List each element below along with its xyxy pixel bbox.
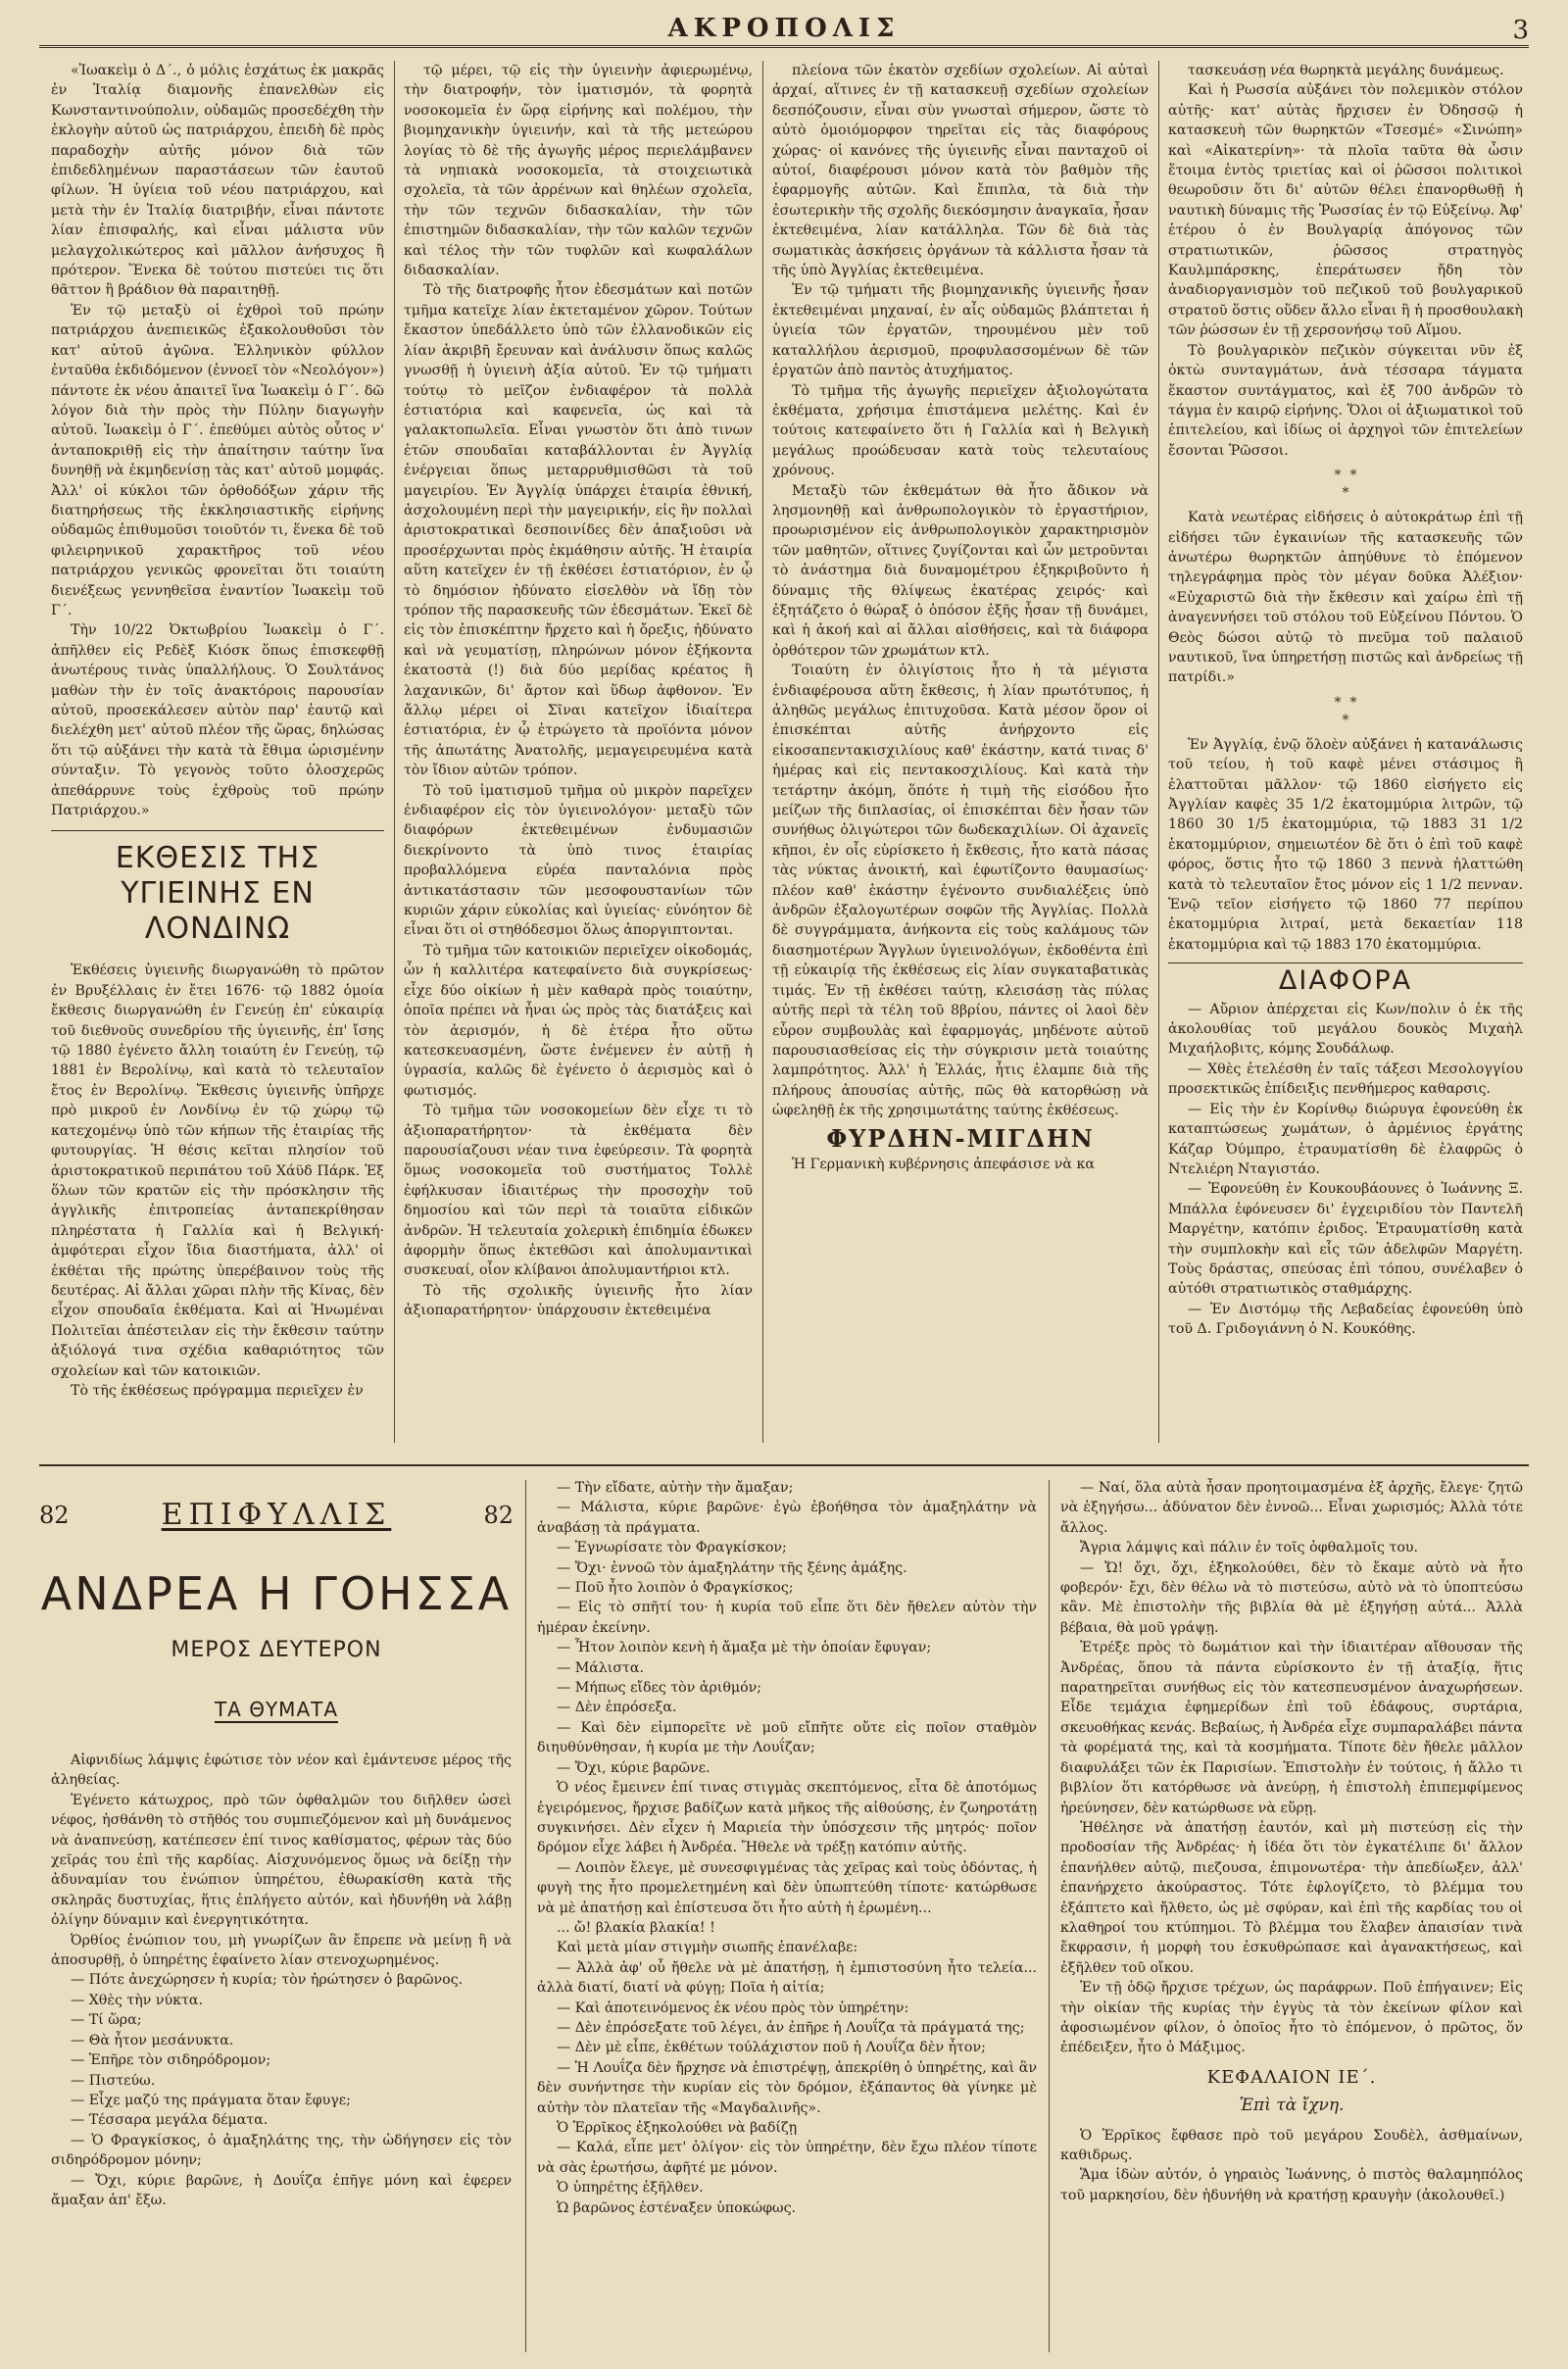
paragraph: Ἐκθέσεις ὑγιεινῆς διωργανώθη τὸ πρῶτον ἐν Βρυξέλλαις ἐν ἔτει 1676· τῷ 1882 ὁμοία ἔκθεσις διωργανώθη ἐν Γενεύῃ ἐπ' εὐκαιρίᾳ τοῦ διεθνοῦς συνεδρίου τῆς ὑγιεινῆς, ἐπ' ἴσης τῷ 1880 ἐγένετο ἄλλη τοιαύτη ἐν Γενεύῃ, τῷ 1881 ἐν Βερολίνῳ, καὶ κατὰ τὸ τελευταῖον ἔτος ἐν Βερολίνῳ. Ἔκθεσις ὑγιεινῆς ὑπῆρχε πρὸ μικροῦ ἐν Λονδίνῳ ἐν τῷ χώρῳ τῷ κατεχομένῳ ὑπὸ τῶν κήπων τῆς ἑταιρίας τῆς φυτουργίας. Ἡ θέσις κεῖται πλησίον τοῦ ἀριστοκρατικοῦ περιπάτου τοῦ Χάϋδ Πάρκ. Ἐξ ὅλων τῶν κρατῶν εἰς τὴν πρόσκλησιν τῆς ἀγγλικῆς ἐπιτροπείας ἀνταπεκρίθησαν πληρέστατα ἡ Γαλλία καὶ ἡ Βελγική· ἀμφότεραι εἶχον ἴδια διαστήματα, ἀλλ' οἱ ἐκθέται τῆς πρώτης ὑπερέβαινον τοὺς τῆς δευτέρας. Αἱ ἄλλαι χῶραι πλὴν τῆς Κίνας, δὲν εἶχον σπουδαῖα ἐκθέματα. Καὶ αἱ Ἡνωμέναι Πολιτεῖαι ἀπέστειλαν εἰς τὴν ἔκθεσιν ταύτην ἀξιόλογά τινα σχέδια καθαριότητος τῶν σχολείων καὶ τῶν κατοικιῶν. — [51, 962, 384, 1379]
paragraph: Τὸ τμῆμα τῶν νοσοκομείων δὲν εἶχε τι τὸ ἀξιοπαρατήρητον· τὰ ἐκθέματα δὲν παρουσίαζουσι νέαν τινα ἐφεύρεσιν. Τὰ φορητὰ ὅμως νοσοκομεῖα τοῦ συστήματος Τολλὲ ἐφήλκυσαν ἰδιαιτέρως τὴν προσοχὴν τοῦ δημοσίου καὶ τῶν περὶ τὰ τοιαῦτα εἰδικῶν ἀνδρῶν. Ἡ τελευταία χολερικὴ ἐπιδημία ἐδωκεν ἀφορμὴν ὅπως ἐκτεθῶσι καὶ ἀπολυμαντικαὶ συσκευαί, οἷον κλίβανοι ἀπολυμαντήριοι κτλ. — [404, 1103, 753, 1279]
novel-title: ΑΝΔΡΕΑ Η ΓΟΗΣΣΑ — [40, 1567, 513, 1620]
column-divider — [394, 61, 395, 1443]
column-1-text — [51, 61, 384, 820]
chapter-heading: ΚΕΦΑΛΑΙΟΝ ΙΕ΄. — [1206, 2066, 1377, 2088]
feuilleton-label: ΕΠΙΦΥΛΛΙΣ — [161, 1498, 392, 1532]
column-3 — [772, 61, 1149, 1453]
column-1-text-2 — [51, 961, 384, 1401]
paragraph: ... ὤ! βλακία βλακία! ! — [557, 1919, 715, 1936]
column-divider — [1158, 61, 1159, 1443]
paragraph: — Μάλιστα, κύριε βαρῶνε· ἐγὼ ἐβοήθησα τὸν ἀμαξηλάτην νὰ ἀναβάσῃ τὰ πράγματα. — [537, 1500, 1037, 1536]
paragraph: Ἄγρια λάμψις καὶ πάλιν ἐν τοῖς ὀφθαλμοῖς του. — [1080, 1540, 1418, 1556]
feuilleton-divider — [39, 1464, 1529, 1466]
column-3-text-2 — [772, 1155, 1149, 1174]
column-2 — [404, 61, 753, 1453]
paragraph: Τὸ τοῦ ἱματισμοῦ τμῆμα οὐ μικρὸν παρεῖχεν ἐνδιαφέρον εἰς τὸν ὑγιεινολόγον· μεταξὺ τῶν διαφόρων ἐκτεθειμένων ἐνδυμασιῶν διεκρίνοντο τὰ ὑπὸ τινος ἑταιρίας προβαλλόμενα εὐρέα πανταλόνια πρὸς ἀντικατάστασιν τῶν μεσοφουστανίων τῶν κυριῶν χάριν εὐκολίας καὶ ὑγιείας· εὐνόητον δὲ εἶναι ὅτι οἱ στηθόδεσμοι ὅλως ἀποργιπτονται. — [404, 782, 753, 939]
feuilleton-column-3-text — [1060, 1478, 1523, 2058]
paragraph: τασκευάσῃ νέα θωρηκτὰ μεγάλης δυνάμεως. — [1188, 63, 1504, 78]
paragraph: — Ὄχι, κύριε βαρῶνε, ἡ Δουΐζα ἐπῆγε μόνη καὶ ἐφερεν ἄμαξαν ἀπ' ἔξω. — [51, 2172, 512, 2208]
paragraph: — Αὔριον ἀπέρχεται εἰς Κων/πολιν ὁ ἐκ τῆς ἀκολουθίας τοῦ μεγάλου δουκὸς Μιχαὴλ Μιχαήλοβιτς, κόμης Σουδάλωφ. — [1168, 1001, 1523, 1058]
paragraph: — Ὄχι, κύριε βαρῶνε. — [557, 1759, 710, 1776]
column-3-text — [772, 61, 1149, 1121]
paragraph: Ἐν τῷ μεταξὺ οἱ ἐχθροὶ τοῦ πρώην πατριάρχου ἀνεπιεικῶς ἐξακολουθοῦσι τὸν κατ' αὐτοῦ ἀγῶνα. Ἑλληνικὸν φύλλον ἐνταῦθα ἐκδιδόμενον (ἐννοεῖ τὸν «Νεολόγον») πάντοτε ἐκ νέου ἀπαιτεῖ ἵνα Ἰωακεὶμ ὁ Γ΄. δῶ λόγον διὰ τὴν πρὸς τὴν Πύλην διαγωγὴν αὐτοῦ. Ἰωακεὶμ ὁ Γ΄. ἐπεθύμει αὐτὸς οὗτος ν' ἀνταποκριθῇ εἰς τὴν ἀπαίτησιν ταύτην ἵνα δυνηθῇ νὰ ἐκμηδενίσῃ τὰς κατ' αὐτοῦ μομφάς. Ἀλλ' οἱ κύκλοι τῶν ὀρθοδόξων χάριν τῆς διατηρήσεως τῆς ἐκκλησιαστικῆς εἰρήνης οὐδαμῶς ἐπιθυμοῦσι τοιοῦτόν τι, ἕνεκα δὲ τοῦ φιλειρηνικοῦ χαρακτῆρος τοῦ νέου πατριάρχου γενικῶς φρονεῖται ὅτι τοιαύτη διενέξεως γεννηθεῖσα ἐναντίον Ἰωακεὶμ τοῦ Γ΄. — [51, 302, 384, 618]
column-4-text — [1168, 61, 1523, 461]
masthead-rule — [39, 45, 1529, 48]
paragraph: Τοιαύτη ἐν ὀλιγίστοις ἦτο ἡ τὰ μέγιστα ἐνδιαφέρουσα αὕτη ἔκθεσις, ἡ λίαν πρωτότυπος, ἡ ἀληθῶς μεγάλως ἐπιτυχοῦσα. Κατὰ μέσον ὅρον οἱ ἐπισκέπται αὐτῆς ἀνήρχοντο εἰς εἰκοσαπεντακισχιλίους καθ' ἑκάστην, κατά τινας δ' ἡμέρας καὶ εἰς πεντακοσχιλίους. Καὶ κατὰ τὴν τετάρτην ἀκόμη, ὅπότε ἡ τιμὴ τῆς εἰσόδου ἦτο μείζων τῆς διπλασίας, οἱ ἐπισκέπται δὲν ἦσαν τῶν συνήθως ὀλιγώτεροι τῶν δωδεκαχιλίων. Οἱ ἀχανεῖς κῆποι, ἐν οἷς εὑρίσκετο ἡ ἔκθεσις, ἦτο κατὰ πάσας τὰς νύκτας ἀνοικτή, καὶ ἐφωτίζοντο θαυμασίως· πλέον καθ' ἑκάστην ἐγένοντο συνδιαλέξεις ὑπὸ ἀνδρῶν ἐξαλογωτέρων σοφῶν τῆς Ἀγγλίας. Πολλὰ δὲ συγγράμματα, ἀνήκοντα εἰς τοὺς καλάμους τῶν διασημοτέρων Ἄγγλων ὑγιεινολόγων, ἐκδοθέντα ἐπὶ τῇ εὐκαιρίᾳ τῆς ἐκθέσεως εἰς λίαν συγκαταβατικὰς τιμάς. Ἐν τῇ ἐκθέσει ταύτῃ, κλεισάσῃ τὰς πύλας αὐτῆς περὶ τὰ τέλη τοῦ 8βρίου, πάντες οἱ λαοὶ δὲν εὗρον συμβουλὰς καὶ ἐφαρμογάς, μηδένοτε αὐτοῦ παρουσιασθείσας εἰς τὴν σύγκρισιν μετὰ τοιαύτης λαμπρότητος. Ἀλλ' ἡ Ἑλλάς, ἧτις ἐλαμπε διὰ τῆς πλήρους ἀπουσίας αὐτῆς, πῶς θὰ κατορθώσῃ νὰ ὠφεληθῇ ἐκ τῆς χρησιμωτάτης ταύτης ἐκθέσεως. — [772, 663, 1149, 1119]
newspaper-title: ΑΚΡΟΠΟΛΙΣ — [655, 14, 914, 43]
paragraph: Ὡ βαρῶνος ἐστέναξεν ὑποκώφως. — [557, 2199, 797, 2216]
paragraph: — Καὶ δὲν εἰμπορεῖτε νὲ μοῦ εἴπῆτε οὔτε εἰς ποῖον σταθμὸν διηυθύνθησαν, ἡ κυρία με τὴν Λουΐζαν; — [537, 1719, 1037, 1756]
paragraph: Ὁ ὑπηρέτης ἐξῆλθεν. — [557, 2180, 704, 2196]
novel-chapter: ΤΑ ΘΥΜΑΤΑ — [214, 1698, 339, 1721]
paragraph: — Λοιπὸν ἔλεγε, μὲ συνεσφιγμένας τὰς χεῖρας καὶ τοὺς ὀδόντας, ἡ φυγὴ της ἦτο προμελετημένη καὶ δὲν ὑπωπτεύθη τίποτε· κατώρθωσε νὰ μὲ ἀπατήσῃ καὶ ἐπίστευσα ὅτι ἦτο αὐτὴ ἡ ἐρωμένη... — [537, 1859, 1037, 1916]
paragraph: — Ναί, ὅλα αὐτὰ ἦσαν προητοιμασμένα ἐξ ἀρχῆς, ἔλεγε· ζητῶ νὰ ἐξηγήσω... ἀδύνατον δὲν ἐννοῶ... Εἶναι χωρισμός; Ἀλλὰ τότε ἄλλος. — [1060, 1480, 1523, 1536]
paragraph: Τὴν 10/22 Ὀκτωβρίου Ἰωακεὶμ ὁ Γ΄. ἀπῆλθεν εἰς Ρεδὲξ Κιόσκ ὅπως ἐπισκεφθῇ ἀνωτέρους τινὰς ὑπαλλήλους. Ὁ Σουλτάνος μαθὼν τὴν ἐν τοῖς ἀνακτόροις παρουσίαν αὐτοῦ, προσεκάλεσεν αὐτὸν παρ' ἑαυτῷ καὶ διελέχθη μετ' αὐτοῦ πλέον τῆς ὥρας, δηλώσας ὅτι τῷ αὐξάνει τὴν κατὰ τὰ ἔθιμα ὡρισμένην σύνταξιν. Τὸ γεγονὸς τοῦτο ὁλοσχερῶς ἀπεθάρρυνε τοὺς ἐχθροὺς τοῦ πρώην Πατριάρχου.» — [51, 622, 384, 819]
section-title-hygiene-exhibition: ΕΚΘΕΣΙΣ ΤΗΣ ΥΓΙΕΙΝΗΣ ΕΝ ΛΟΝΔΙΝΩ — [51, 830, 384, 947]
paragraph: τῷ μέρει, τῷ εἰς τὴν ὑγιεινὴν ἀφιερωμένῳ, τὴν διατροφήν, τὸν ἱματισμόν, τὰ φορητὰ νοσοκομεῖα ἐν ὥρᾳ εἰρήνης καὶ πολέμου, τὴν βιομηχανικὴν ὑγιεινήν, καὶ τὰ τῆς μετεώρου λογίας τὸ δὲ τῆς ἀγωγῆς μέρος περιελάμβανεν τὰ νηπιακὰ νοσοκομεῖα, τὰ στοιχειωτικὰ σχολεῖα, τὰ τῶν ἀρρένων καὶ θηλέων σχολεῖα, τὴν τῶν τεχνῶν διδασκαλίαν, τὴν τῶν ἐπιστημῶν διδασκαλίαν, τὴν τῶν καλῶν τεχνῶν καὶ τέλος τὴν τῶν τυφλῶν καὶ κωφαλάλων διδασκαλίαν. — [404, 63, 753, 279]
paragraph: — Πιστεύω. — [71, 2072, 156, 2089]
paragraph: — Ὄχι· ἐννοῶ τὸν ἀμαξηλάτην τῆς ξένης ἀμάξης. — [557, 1559, 907, 1576]
paragraph: Μεταξὺ τῶν ἐκθεμάτων θὰ ἦτο ἄδικον νὰ λησμονηθῇ καὶ ἀνθρωπολογικὸν τὸ ἐργαστήριον, προωρισμένον εἰς ἀνθρωπολογικὸν χαρακτηρισμὸν τῶν μαθητῶν, οἵτινες ζυγίζονται καὶ ὧν μετροῦνται τὸ ἀνάστημα διὰ δυναμομέτρου ἐξηκριβοῦντο ἡ δύναμις τῆς θλίψεως ἑκατέρας χειρός· καὶ ἐξητάζετο ὁ θώραξ ὁ ὁπόσον ἐξῆς ἧσαν τῇ δυνάμει, καὶ ἡ ἀκοή καὶ αἱ ἄλλαι αἰσθήσεις, καὶ τὰ διάφορα ὀρθότερον τῶν χρωμάτων κτλ. — [772, 482, 1149, 659]
column-divider — [525, 1480, 526, 2352]
paragraph: Ἐν Ἀγγλίᾳ, ἐνῷ ὅλοὲν αὐξάνει ἡ κατανάλωσις τοῦ τείου, ἡ τοῦ καφὲ μένει στάσιμος ἢ ἐλαττοῦται μᾶλλον· τῷ 1860 εἰσήγετο εἰς Ἀγγλίαν καφὲς 35 1/2 ἑκατομμύρια λιτρῶν, τῷ 1860 30 1/5 ἑκατομμύρια, τῷ 1883 31 1/2 ἑκατομμύριον, σημειωτέον δὲ ὅτι ὁ ἐπὶ τοῦ καφὲ φόρος, ὅστις ἦτο τῷ 1860 3 πεννὰ ἠλαττώθη κατὰ τὸ τελευταῖον ἔτος μόνον εἰς 1 1/2 πενναν. Ἐνῷ τεῖον εἰσήγετο τῷ 1860 77 περίπου ἑκατομμύρια λιτραί, μετὰ δεκαετίαν 118 ἑκατομμύρια καὶ τῷ 1883 170 ἑκατομμύρια. — [1168, 736, 1523, 953]
paragraph: Τὸ τμῆμα τῶν κατοικιῶν περιεῖχεν οἰκοδομάς, ὧν ἡ καλλιτέρα κατεφαίνετο διὰ συγκρίσεως· εἶχε δύο οἰκίων ἡ μὲν καθαρὰ πρὸς τοιαύτην, ὁποῖα πρέπει νὰ ἦναι ὡς πρὸς τὰς διατάξεις καὶ τὸν ἀερισμόν, ἡ δὲ ἑτέρα ἦτο οὕτω κατεσκευασμένη, ὥστε ἐνέμενεν ἐν αὐτῇ ἡ ὑγρασία, καλῶς δὲ ἐγένετο ὁ ἀερισμὸς καὶ ὁ φωτισμός. — [404, 942, 753, 1099]
paragraph: — Εἰς τὴν ἐν Κορίνθῳ διώρυγα ἐφονεύθη ἐκ καταπτώσεως χωμάτων, ὁ ἀρμένιος ἐργάτης Κάζαρ Ὀύμπρο, ἐτραυματίσθη δὲ ἐλαφρῶς ὁ Ντελιέρη Νταγιστάο. — [1168, 1101, 1523, 1177]
feuilleton-page-left: 82 — [39, 1501, 70, 1529]
column-divider — [1049, 1480, 1050, 2352]
column-2-text — [404, 61, 753, 1321]
feuilleton-column-2 — [537, 1478, 1037, 2350]
paragraph: — Τέσσαρα μεγάλα δέματα. — [71, 2112, 269, 2129]
paragraph: — Τὴν εἴδατε, αὐτὴν τὴν ἄμαξαν; — [557, 1480, 794, 1496]
feuilleton-column-1 — [51, 1751, 512, 2348]
paragraph: Ἐν τῇ ὁδῷ ἤρχισε τρέχων, ὡς παράφρων. Ποῦ ἐπήγαινεν; Εἰς τὴν οἰκίαν τῆς κυρίας τὴν ἐγγὺς τὰ τὸν ἐκείνων φίλον καὶ ἀφοσιωμένον φίλον, ὁ ὁποῖος ἦτο τὸ ἑπόμενον, ὁ πρῶτος, ὅν ἐπέδειξεν, ἦτο ὁ Μάξιμος. — [1060, 1980, 1523, 2056]
ornament: * * * — [1334, 694, 1357, 728]
paragraph: — Ποῦ ἦτο λοιπὸν ὁ Φραγκίσκος; — [557, 1580, 794, 1597]
paragraph: Τὸ τῆς ἐκθέσεως πρόγραμμα περιεῖχεν ἐν — [71, 1382, 364, 1399]
paragraph: πλείονα τῶν ἑκατὸν σχεδίων σχολείων. Αἱ αὐταὶ ἀρχαί, αἵτινες ἐν τῇ κατασκευῇ σχεδίων σχολείων δεσπόζουσιν, εἶναι σὺν γνωσταὶ σήμερον, ὥστε τὸ αὐτὸ ὁμοιόμορφον τηρεῖται εἰς τὰς διαφόρους χώρας· οἱ κανόνες τῆς ὑγιεινῆς εἶναι πανταχοῦ οἱ αὐτοί, διαφέρουσι μόνον κατὰ τὸν βαθμὸν τῆς ἐφαρμογῆς αὐτῶν. Καὶ ἔπιπλα, τὰ διὰ τὴν ἐσωτερικὴν τῆς σχολῆς διεκόσμησιν ἀναγκαῖα, ἦσαν ἐκτεθειμένα, λίαν κατάλληλα. Τῶν δὲ διὰ τὰς σωματικὰς ἀσκήσεις ὀργάνων τὰ κάλλιστα ἦσαν τὰ τῆς ὑπὸ Ἀγγλίας ἐκτεθειμένα. — [772, 63, 1149, 279]
feuilleton-header — [39, 1498, 514, 1721]
paragraph: Αἰφνιδίως λάμψις ἐφώτισε τὸν νέον καὶ ἐμάντευσε μέρος τῆς ἀληθείας. — [51, 1752, 512, 1789]
paragraph: — Εἶχε μαζύ της πράγματα ὅταν ἔφυγε; — [71, 2092, 351, 2108]
paragraph: Καὶ ἡ Ρωσσία αὐξάνει τὸν πολεμικὸν στόλον αὐτῆς· κατ' αὐτὰς ἤρχισεν ἐν Ὀδησσῷ ἡ κατασκευὴ τῶν θωρηκτῶν «Τσεσμέ» «Σινώπη» καὶ «Αἰκατερίνη»· τὰ πλοῖα ταῦτα θὰ ὦσιν ἕτοιμα ἐντὸς τριετίας καὶ οἱ ῥῶσσοι πολιτικοὶ θεωροῦσιν ὅτι δι' αὐτῶν θέλει ἐπανορθωθῇ ἡ ναυτικὴ δύναμις τῆς Ῥωσσίας ἐν τῷ Εὐξείνῳ. Ἀφ' ἑτέρου ὁ ἐν Βουλγαρίᾳ ἀπόγονος τῶν στρατιωτικῶν, ῥῶσσος στρατηγὸς Καυλμπάρσκης, ἐπεράτωσεν ἤδη τὸν ἀναδιοργανισμὸν τοῦ πεζικοῦ τοῦ βουλγαρικοῦ στρατοῦ ὅστις οὕδεν ἄλλο εἶναι ἢ ἡ προσθουλακὴ τῶν ῥώσσων ἐν τῇ χερσονήσῳ τοῦ Αἵμου. — [1168, 82, 1523, 339]
paragraph: Ὁ νέος ἔμεινεν ἐπί τινας στιγμὰς σκεπτόμενος, εἶτα δὲ ἀποτόμως ἐγειρόμενος, ἤρχισε βαδίζων κατὰ μῆκος τῆς αἰθούσης, ἐν ζωηροτάτῃ συγκινήσει. Δὲν εἶχεν ἡ Μαριεία τὴν ὑπόσχεσιν τῆς μητρός· ποῖον δρόμον εἶχε λάβει ἡ Ἀνδρέα. Ἤθελε νὰ τρέξῃ κατόπιν αὐτῆς. — [537, 1780, 1037, 1856]
column-4 — [1168, 61, 1523, 1453]
paragraph: — Ἐγνωρίσατε τὸν Φραγκίσκον; — [557, 1540, 787, 1556]
paragraph: Ἐν τῷ τμήματι τῆς βιομηχανικῆς ὑγιεινῆς ἦσαν ἐκτεθειμέναι μηχαναί, ἐν αἷς οὐδαμῶς βλάπτεται ἡ ὑγιεία τῶν ἐργατῶν, τηρουμένου μὲν τοῦ καταλλήλου ἀερισμοῦ, προφυλασσομένων δὲ τῶν ἐργατῶν ἀπὸ παντὸς ἀτυχήματος. — [772, 282, 1149, 379]
paragraph: Τὸ τῆς σχολικῆς ὑγιεινῆς ἦτο λίαν ἀξιοπαρατήρητον· ὑπάρχουσιν ἐκτεθειμένα — [404, 1282, 753, 1319]
feuilleton-column-3-text-b — [1060, 2126, 1523, 2206]
paragraph: Ὁ Ἐρρῖκος ἔφθασε πρὸ τοῦ μεγάρου Σουδὲλ, ἀσθμαίνων, καθιδρως. — [1060, 2127, 1523, 2163]
section-title-miscellany: ΦΥΡΔΗΝ-ΜΙΓΔΗΝ — [826, 1123, 1095, 1153]
paragraph: «Ἰωακεὶμ ὁ Δ΄., ὁ μόλις ἐσχάτως ἐκ μακρᾶς ἐν Ἰταλίᾳ διαμονῆς ἐπανελθὼν εἰς Κωνσταντινούπολιν, οὐδαμῶς προσεδέχθη τὴν ἐκλογὴν αὐτοῦ ὡς πατριάρχου, ἐπειδὴ δὲ πρὸς παραδοχὴν αὐτῆς μόνον διὰ τῶν ἐπιδεδλημένων παραστάσεων τῶν ἑαυτοῦ φίλων. Ἡ ὑγίεια τοῦ νέου πατριάρχου, καὶ μετὰ τὴν ἐν Ἰταλίᾳ διατριβήν, εἶναι πάντοτε λίαν ἐπισφαλής, καὶ εἶναι μάλιστα νῦν μελαγχολικώτερος καὶ μᾶλλον ἀνήσυχος ἢ πρότερον. Ἕνεκα δὲ τούτου πιστεύει τις ὅτι θᾶττον ἢ βράδιον θὰ παραιτηθῇ. — [51, 63, 384, 299]
paragraph: Τὸ τμῆμα τῆς ἀγωγῆς περιεῖχεν ἀξιολογώτατα ἐκθέματα, χρήσιμα ἐπιστάμενα μελέτης. Καὶ ἐν τούτοις κατεφαίνετο ὅτι ἡ Γαλλία καὶ ἡ Βελγικὴ μεγάλως προώδευσαν κατὰ τοὺς τελευταίους χρόνους. — [772, 382, 1149, 479]
paragraph: Ὀρθίος ἐνώπιον του, μὴ γνωρίζων ἂν ἔπρεπε νὰ μείνῃ ἢ νὰ ἀποσυρθῇ, ὁ ὑπηρέτης ἐφαίνετο λίαν στενοχωρημένος. — [51, 1932, 512, 1969]
ornament: * * * — [1334, 468, 1357, 502]
paragraph: — Τί ὥρα; — [71, 2012, 142, 2029]
paragraph: Ἐγένετο κάτωχρος, πρὸ τῶν ὀφθαλμῶν του διῆλθεν ὡσεὶ νέφος, ἠσθάνθη τὸ στῆθός του συμπιεζόμενον καὶ μὴ δυνάμενος νὰ ἀναπνεύσῃ, κατέπεσεν ἐπί τινος καθίσματος, φέρων τὰς δύο χεῖράς του ἐπὶ τῆς καρδίας. Αἰσχυνόμενος ὅμως νὰ δείξῃ τὴν ἀδυναμίαν του ἐνώπιον ὑπηρέτου, ἐθωρακίσθη κατὰ τῆς σκληρᾶς δυστυχίας, ἥτις ἐπλήγετο αὐτόν, καὶ ἠδυνήθη νὰ λάβῃ ὀλίγην δύναμιν καὶ ἐνεργητικότητα. — [51, 1792, 512, 1929]
paragraph: — Δὲν ἐπρόσεξατε τοῦ λέγει, ἀν ἐπῆρε ἡ Λουΐζα τὰ πράγματά της; — [557, 2019, 1025, 2036]
paragraph: — Ἐφονεύθη ἐν Κουκουβάουνες ὁ Ἰωάννης Ξ. Μπάλλα ἐφόνευσεν δι' ἐγχειριδίου τὸν Παντελῆ Μαργέτην, κατόπιν ἐριδος. Ἐτραυματίσθη κατὰ τὴν συμπλοκὴν καὶ εἷς τῶν ἀδελφῶν Μαργέτη. Τοὺς δράστας, σπεύσας ἐπὶ τόπου, συνέλαβεν ὁ αὐτόθι στρατιωτικὸς σταθμάρχης. — [1168, 1181, 1523, 1298]
column-4-text-b — [1168, 508, 1523, 688]
paragraph: — Χθὲς τὴν νύκτα. — [71, 1992, 203, 2008]
novel-part: ΜΕΡΟΣ ΔΕΥΤΕΡΟΝ — [171, 1638, 382, 1662]
paragraph: Ὁ Ἐρρῖκος ἐξηκολούθει νὰ βαδίζῃ — [557, 2120, 798, 2136]
paragraph: Καὶ μετὰ μίαν στιγμὴν σιωπῆς ἐπανέλαβε: — [557, 1940, 858, 1956]
paragraph: — Μήπως εἴδες τὸν ἀριθμόν; — [557, 1680, 762, 1697]
paragraph: — Δὲν μὲ εἶπε, ἐκθέτων τούλάχιστον ποῦ ἡ Λουΐζα δὲν ἦτον; — [557, 2040, 986, 2056]
paragraph: Ἡ Γερμανικὴ κυβέρνησις ἀπεφάσισε νὰ κα — [792, 1156, 1095, 1172]
column-1 — [51, 61, 384, 1453]
column-divider — [762, 61, 763, 1443]
paragraph: — Ἐν Διστόμῳ τῆς Λεβαδείας ἐφονεύθη ὑπὸ τοῦ Δ. Γριδογιάννη ὁ Ν. Κουκόθης. — [1168, 1301, 1523, 1338]
paragraph: — Καλά, εἶπε μετ' ὀλίγον· εἰς τὸν ὑπηρέτην, δὲν ἔχω πλέον τίποτε νὰ σὰς ἐρωτήσω, ἀφῆτέ με μόνον. — [537, 2140, 1037, 2176]
paragraph: — Ἀλλὰ ἀφ' οὗ ἤθελε νὰ μὲ ἀπατήσῃ, ἡ ἐμπιστοσύνη ἦτο τελεία... ἀλλὰ διατί, διατί νὰ φύγῃ; Ποῖα ἡ αἰτία; — [537, 1959, 1037, 1997]
paragraph: — Πότε ἀνεχώρησεν ἡ κυρία; τὸν ἠρώτησεν ὁ βαρῶνος. — [71, 1972, 464, 1989]
paragraph: — Δὲν ἐπρόσεξα. — [557, 1700, 677, 1716]
paragraph: — Ὁ Φραγκίσκος, ὁ ἀμαξηλάτης της, τὴν ὡδήγησεν εἰς τὸν σιδηρόδρομον μόνην; — [51, 2132, 512, 2169]
chapter-subtitle: Ἐπὶ τὰ ἴχνη. — [1239, 2096, 1345, 2116]
paragraph: Κατὰ νεωτέρας εἰδήσεις ὁ αὐτοκράτωρ ἐπὶ τῇ εἰδήσει τῶν ἐγκαινίων τῆς κατασκευῆς τῶν ἀνωτέρω θωρηκτῶν ἀπηύθυνε τὸ ἑπόμενον τηλεγράφημα πρὸς τὸν μέγαν δοῦκα Ἀλέξιον· «Εὐχαριστῶ διὰ τὴν ἔκθεσιν καὶ χαίρω ἐπὶ τῇ ἀναγεννήσει τοῦ στόλου τοῦ Εὐξείνου Πόντου. Ὁ Θεὸς δώσοι αὐτῷ τὸ πνεῦμα τοῦ παλαιοῦ ναυτικοῦ, ἵνα ὑπηρετήσῃ πιστῶς καὶ ἀνδρείως τῇ πατρίδι.» — [1168, 510, 1523, 686]
paragraph: — Χθὲς ἐτελέσθη ἐν ταῖς τάξεσι Μεσολογγίου προσεκτικῶς ἐπίδειξις πενθήμερος καθαρσις. — [1168, 1061, 1523, 1098]
column-4-text-2 — [1168, 1000, 1523, 1340]
masthead — [39, 14, 1529, 59]
paragraph: — Ἡ Λουΐζα δὲν ἤρχησε νὰ ἐπιστρέψῃ, ἀπεκρίθη ὁ ὑπηρέτης, καὶ ἂν δὲν συνήντησε τὴν κυρίαν εἰς τὸν δρόμον, ἐξάπαντος θὰ γίνηκε μὲ αὐτὴν τὸν πλατεῖαν τῆς «Μαγδαλινῆς». — [537, 2059, 1037, 2116]
paragraph: Ἠθέλησε νὰ ἀπατήσῃ ἑαυτόν, καὶ μὴ πιστεύσῃ εἰς τὴν προδοσίαν τῆς Ἀνδρέας· ἡ ἰδέα ὅτι τὸν ἐγκατέλιπε δι' ἄλλον ἐπανήλθεν αὐτῷ, πιεζουσα, ἐπιμονωτέρα· τὴν ἀπεδίωξεν, ἀλλ' ἐπανήρχετο ἀκούραστος. Τότε ἐφλογίζετο, τὸ βλέμμα του ἐξάπτετο καὶ ἤλθετο, ὡς μὲ σφύραν, καὶ ἐπὶ τῆς καρδίας του οἱ κλαθηροί του κτύπημοι. Τὸ βλέμμα του ἔλαβεν ἀπαισίαν τινὰ ἔκφρασιν, ἡ μορφὴ του ἐσκυθρώπασε καὶ ἀγανακτήσεως, καὶ ἐξῆλθεν τοῦ οἴκου. — [1060, 1819, 1523, 1976]
feuilleton-page-right: 82 — [483, 1501, 514, 1529]
paragraph: Ἅμα ἰδὼν αὐτόν, ὁ γηραιὸς Ἰωάννης, ὁ πιστὸς θαλαμηπόλος τοῦ μαρκησίου, δὲν ἠδυνήθη νὰ κρατήσῃ κραυγὴν (ἀκολουθεῖ.) — [1060, 2167, 1523, 2203]
page-number: 3 — [1504, 16, 1529, 45]
paragraph: Τὸ βουλγαρικὸν πεζικὸν σύγκειται νῦν ἐξ ὀκτὼ συνταγμάτων, ἀνὰ τέσσαρα τάγματα ἕκαστον συντάγματος, καὶ ἐξ 700 ἀνδρῶν τὸ τάγμα ἐν καιρῷ εἰρήνης. Ὅλοι οἱ ἀξιωματικοὶ τοῦ ἐπιτελείου, καὶ ἰδίως οἱ ἀρχηγοὶ τῶν ἐπιτελείων ἔσονται Ῥῶσσοι. — [1168, 342, 1523, 459]
section-title-diafora: ΔΙΑΦΟΡΑ — [1168, 962, 1523, 991]
paragraph: — Ἦτον λοιπὸν κενὴ ἡ ἄμαξα μὲ τὴν ὁποίαν ἔφυγαν; — [557, 1640, 932, 1656]
paragraph: — Ὤ! ὄχι, ὄχι, ἐξηκολούθει, δὲν τὸ ἔκαμε αὐτὸ νὰ ἦτο φοβερόν· ἔχι, δὲν θέλω νὰ τὸ πιστεύσω, αὐτὸ νὰ τὸ ὑποπτεύσω κἂν. Μὲ ἐπιστολὴν τῆς βιβλία θὰ μὲ ἐξηγήσῃ αὐτά... Ἀλλὰ βέβαια, θὰ μοῦ γράψῃ. — [1060, 1559, 1523, 1636]
paragraph: — Ἐπῆρε τὸν σιδηρόδρομον; — [71, 2052, 271, 2069]
paragraph: — Μάλιστα. — [557, 1659, 644, 1676]
paragraph: Ἐτρέξε πρὸς τὸ δωμάτιον καὶ τὴν ἰδιαιτέραν αἴθουσαν τῆς Ἀνδρέας, ὅπου τὰ πάντα εὑρίσκοντο ἐν τῇ ἀταξίᾳ, ἥτις παρατηρεῖται συνήθως εἰς τὸν κατεσπευσμένον ἀναχωρήσεων. Εἶδε τεμάχια ἐφημερίδων ἐπὶ τοῦ ἐδάφους, συρτάρια, σκευοθήκας κενάς. Βεβαίως, ἡ Ἀνδρέα εἶχε συμπαραλάβει πάντα τὰ φορέματά της, καὶ τὰ κοσμήματα. Τίποτε δὲν ἤθελε μᾶλλον διαφυλάξει τῶν ἐκ Παρισίων. Ἐπιστολὴν ἐν τούτοις, ἡ ἄλλο τι βιβλίον ὅτι κατόρθωσε νὰ ἀνεύρῃ, ἡ ἐπιστολὴ ἐπιπεμφίμενος ἠρεύνησεν, δὲν κατώρθωσε νὰ εὕρῃ. — [1060, 1640, 1523, 1816]
paragraph: — Εἰς τὸ σπῆτί του· ἡ κυρία τοῦ εἶπε ὅτι δὲν ἤθελεν αὐτὸν τὴν ἡμέραν ἐκείνην. — [537, 1600, 1037, 1636]
paragraph: — Θὰ ἦτον μεσάνυκτα. — [71, 2032, 234, 2048]
column-4-text-c — [1168, 735, 1523, 955]
paragraph: — Καὶ ἀποτεινόμενος ἐκ νέου πρὸς τὸν ὑπηρέτην: — [557, 1999, 909, 2016]
paragraph: Τὸ τῆς διατροφῆς ἦτον ἐδεσμάτων καὶ ποτῶν τμῆμα κατεῖχε λίαν ἐκτεταμένον χῶρον. Τούτων ἔκαστον ὑπεδάλλετο ὑπὸ τῶν ἐλλανοδικῶν εἰς λίαν ἀκριβῆ ἔρευναν καὶ ἀνάλυσιν ὅπως καλῶς γνωσθῇ ἡ ὑγιεινὴ ἀξία αὐτοῦ. Ἐν τῷ τμήματι τούτῳ τὸ μεῖζον ἐνδιαφέρον τὰ πολλὰ ἑστιατόρια καὶ καφενεῖα, ὡς καὶ τὰ γαλακτοπωλεῖα. Εἶναι γνωστὸν ὅτι ἀπὸ τινων ἐτῶν σπουδαῖαι καταβάλλονται ἐν Ἀγγλίᾳ ἐνέργειαι ὅπως μεταρρυθμισθῶσι τὰ τοῦ μαγειρίου. Ἐν Ἀγγλίᾳ ὑπάρχει ἑταιρία ἐθνική, ἀσχολουμένη περὶ τὴν μαγειρικήν, εἰς ἣν πολλαὶ ἀριστοκρατικαὶ δεσποινίδες δὲν ἀπαξιοῦσι νὰ προσέρχωνται πρὸς ἐκμάθησιν αὐτῆς. Ἡ ἑταιρία αὕτη κατεῖχεν ἐν τῇ ἐκθέσει ἑστιατόριον, ἐν ᾧ τὸ δημόσιον ἠδύνατο εἰσελθὸν νὰ ἴδῃ τὸν τρόπον τῆς παρασκευῆς τῶν ἐδεσμάτων. Ἐκεῖ δὲ εἰς τὸν ἐπισκέπτην ἤρχετο καὶ ἡ ὄρεξις, ἠδύνατο καὶ νὰ γευματίσῃ, πληρώνων μόνον ἑξήκοντα ἑκατοστὰ (!) διὰ δύο μερίδας κρέατος ἢ λαχανικῶν, δι' ἄρτον καὶ ὕδωρ ἀφθονον. Ἐν ἄλλῳ μέρει οἱ Σῖναι κατεῖχον ἰδιαίτερα ἑστιατόρια, ἐν ᾧ ἐτρώγετο τὰ προϊόντα μόνον τῆς ἀπωτάτης Ἀνατολῆς, μεμαγειρευμένα κατὰ τὸν ἴδιον αὐτῶν τρόπον. — [404, 282, 753, 779]
feuilleton-column-3 — [1060, 1478, 1523, 2350]
